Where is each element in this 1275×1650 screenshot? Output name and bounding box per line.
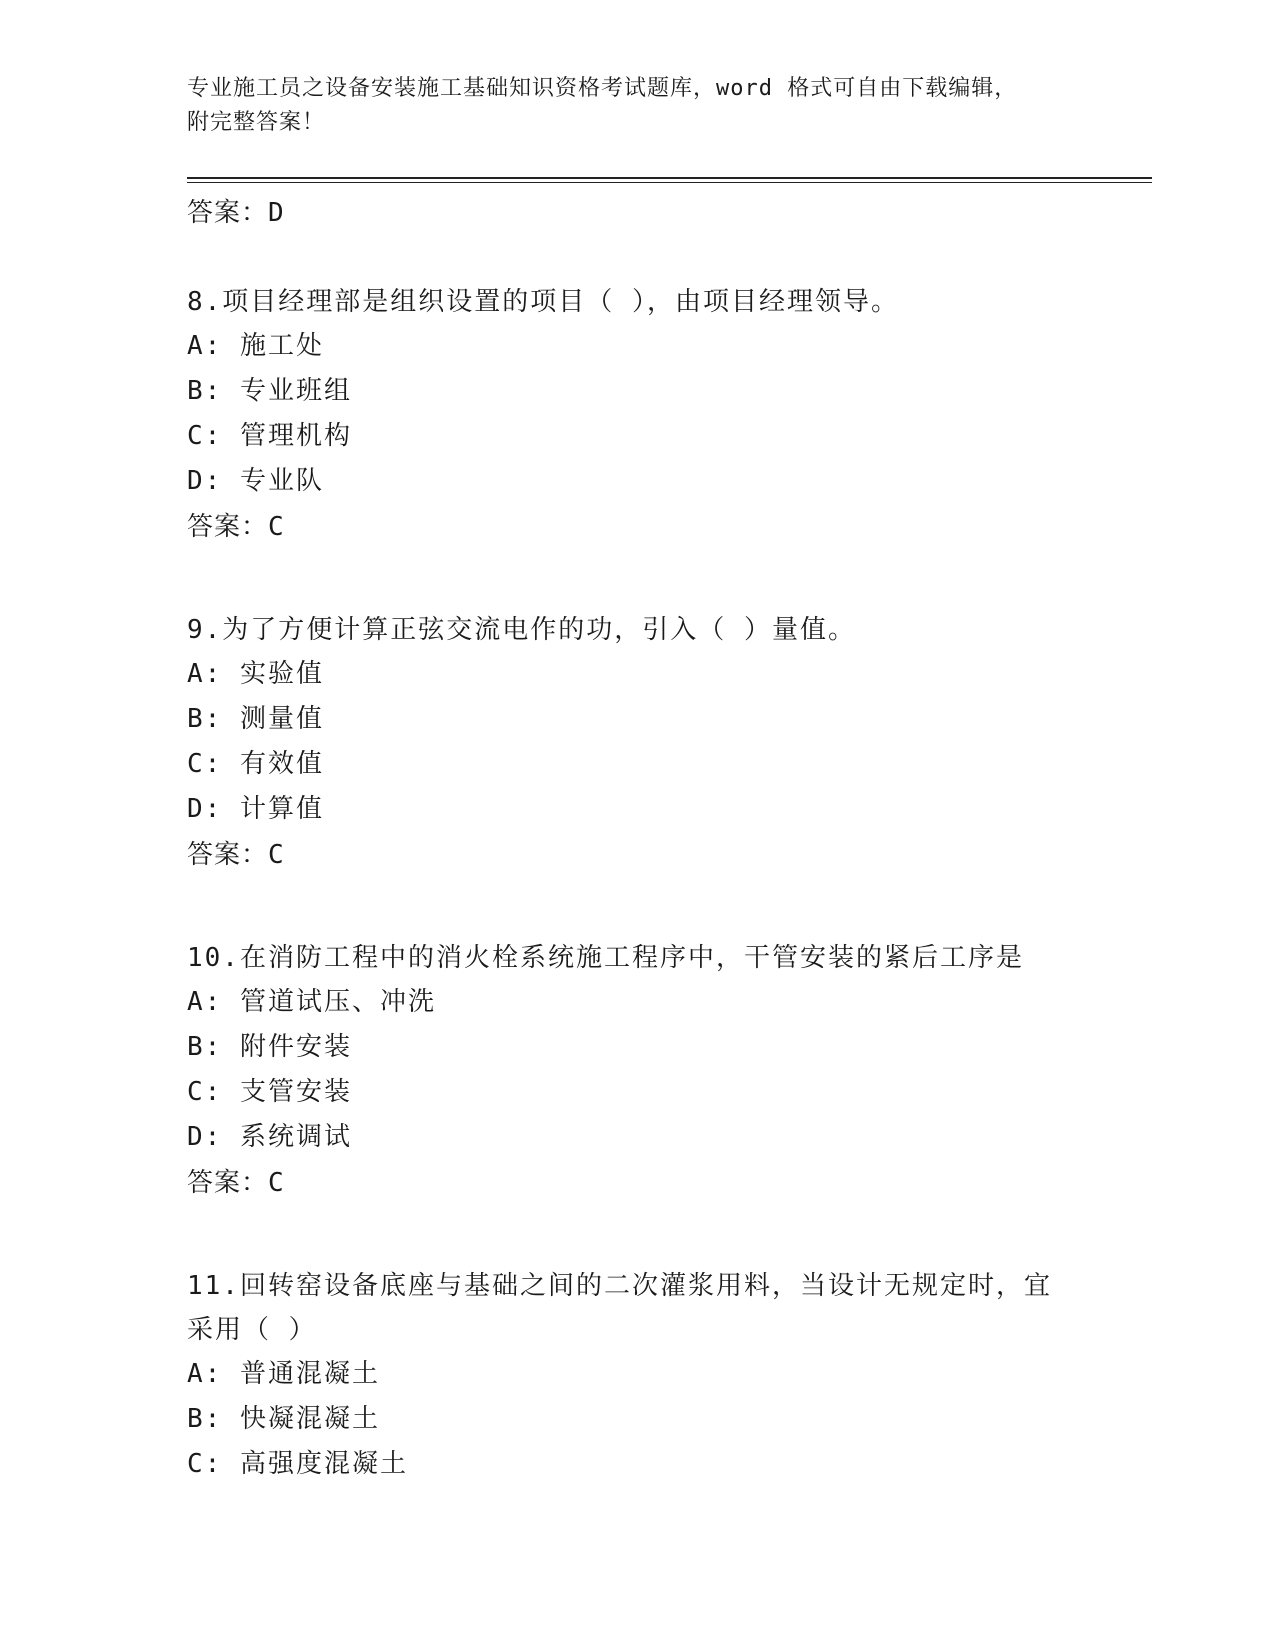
header-divider-thin bbox=[187, 182, 1152, 183]
answer-value: C bbox=[268, 1168, 285, 1198]
question-text: 10.在消防工程中的消火栓系统施工程序中，干管安装的紧后工序是 bbox=[187, 943, 1024, 973]
option-d: D: 专业队 bbox=[187, 466, 324, 496]
question-text: 9.为了方便计算正弦交流电作的功，引入（ ）量值。 bbox=[187, 615, 856, 645]
question-block bbox=[187, 280, 1087, 550]
option-b: B: 专业班组 bbox=[187, 376, 352, 406]
question-block bbox=[187, 1264, 1087, 1487]
answer-label: 答案： bbox=[187, 840, 269, 870]
option-d: D: 计算值 bbox=[187, 794, 324, 824]
answer-label: 答案： bbox=[187, 512, 269, 542]
answer-line bbox=[187, 832, 1087, 878]
question-block bbox=[187, 608, 1087, 878]
option-c: C: 管理机构 bbox=[187, 421, 352, 451]
option-c: C: 高强度混凝土 bbox=[187, 1449, 408, 1479]
question-block bbox=[187, 936, 1087, 1206]
option-b: B: 附件安装 bbox=[187, 1032, 352, 1062]
question-text: 8.项目经理部是组织设置的项目（ ），由项目经理领导。 bbox=[187, 287, 899, 317]
header-line-2: 附完整答案！ bbox=[187, 110, 326, 135]
answer-line bbox=[187, 504, 1087, 550]
answer-label: 答案： bbox=[187, 1168, 269, 1198]
option-b: B: 快凝混凝土 bbox=[187, 1404, 380, 1434]
header-line-1: 专业施工员之设备安装施工基础知识资格考试题库，word 格式可自由下载编辑， bbox=[187, 76, 1018, 101]
option-c: C: 有效值 bbox=[187, 749, 324, 779]
questions-content bbox=[187, 190, 1087, 1487]
option-a: A: 普通混凝土 bbox=[187, 1359, 380, 1389]
answer-line bbox=[187, 190, 1087, 236]
option-a: A: 施工处 bbox=[187, 331, 324, 361]
answer-value: C bbox=[268, 840, 285, 870]
answer-value: C bbox=[268, 512, 285, 542]
answer-line bbox=[187, 1160, 1087, 1206]
option-a: A: 管道试压、冲洗 bbox=[187, 987, 436, 1017]
option-b: B: 测量值 bbox=[187, 704, 324, 734]
option-a: A: 实验值 bbox=[187, 659, 324, 689]
answer-value: D bbox=[268, 198, 285, 228]
document-header bbox=[187, 72, 1087, 140]
question-text-line-1: 11.回转窑设备底座与基础之间的二次灌浆用料，当设计无规定时，宜 bbox=[187, 1271, 1052, 1301]
option-d: D: 系统调试 bbox=[187, 1122, 352, 1152]
header-divider-thick bbox=[187, 177, 1152, 179]
answer-label: 答案： bbox=[187, 198, 269, 228]
option-c: C: 支管安装 bbox=[187, 1077, 352, 1107]
question-text-line-2: 采用（ ） bbox=[187, 1315, 317, 1345]
